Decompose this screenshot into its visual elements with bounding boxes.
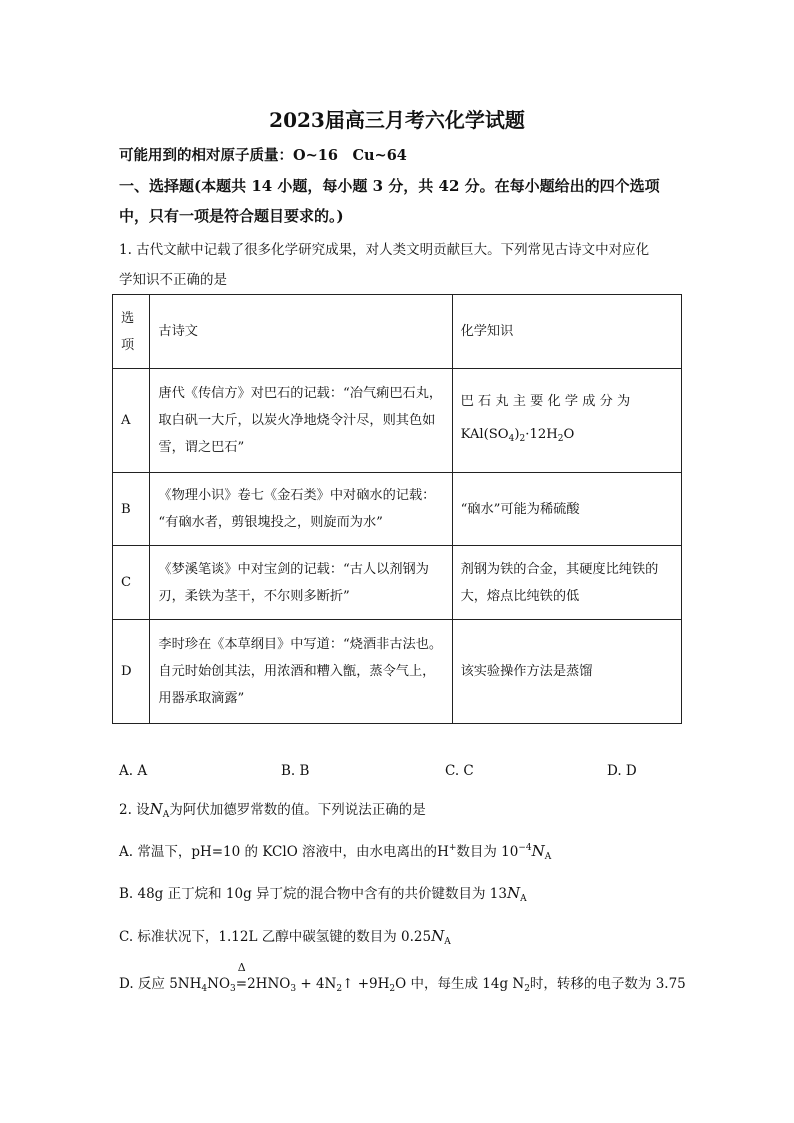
row-option: B: [113, 473, 150, 546]
question2-stem: 2. 设$N_A$为阿伏加德罗常数的值。下列说法正确的是: [119, 800, 426, 820]
question2-option-c: C. 标准状况下，1.12L 乙醇中碳氢键的数目为 $0.25N_A$: [119, 927, 451, 947]
table-row-c: [113, 546, 682, 620]
choice-a: A. A: [119, 763, 148, 779]
page-title: 2023届高三月考六化学试题: [269, 108, 525, 132]
choice-b: B. B: [281, 763, 310, 779]
row-chem: “硇水”可能为稀硫酸: [452, 473, 681, 546]
choice-d: D. D: [607, 763, 637, 779]
header-chem: 化学知识: [452, 295, 681, 369]
table-row-b: [113, 473, 682, 546]
question1-table: [112, 294, 682, 724]
row-poem: 《物理小识》卷七《金石类》中对硇水的记载： “有硇水者，剪银塊投之，则旋而为水”: [150, 473, 452, 546]
table-row-a: [113, 369, 682, 473]
row-chem: 剂钢为铁的合金，其硬度比纯铁的 大，熔点比纯铁的低: [452, 546, 681, 620]
chem-formula: $KAl(SO_4)_2\cdot 12H_2O$: [460, 427, 575, 444]
question2-option-b: B. 48g 正丁烷和 10g 异丁烷的混合物中含有的共价键数目为 $13N_A$: [119, 884, 527, 904]
header-poem: 古诗文: [150, 295, 452, 369]
row-option: A: [113, 369, 150, 473]
row-chem: 巴 石 丸 主 要 化 学 成 分 为 $KAl(SO_4)_2\cdot 12H_2O$: [452, 369, 681, 473]
table-row-d: [113, 620, 682, 724]
question1-stem-line1: 1. 古代文献中记载了很多化学研究成果，对人类文明贡献巨大。下列常见古诗文中对应化: [119, 242, 650, 258]
section-heading-line2: 中，只有一项是符合题目要求的。): [119, 207, 344, 225]
choice-c: C. C: [445, 763, 474, 779]
section-heading-line1: 一、选择题(本题共 14 小题，每小题 3 分，共 42 分。在每小题给出的四个选项: [119, 177, 660, 195]
question2-option-d: D. 反应 $5NH_4NO_3$ Δ $=2HNO_3$ + $4N_2↑ +9H_2O$ 中，每生成 14g $N_2$时，转移的电子数为 3.75: [119, 961, 686, 994]
heat-symbol: Δ =2HNO: [235, 961, 291, 992]
row-option: C: [113, 546, 150, 620]
question2-option-a: A. 常温下，pH=10 的 KClO 溶液中，由水电离出的H+数目为 $10^{-4}N_A$: [119, 842, 552, 862]
row-poem: 李时珍在《本草纲目》中写道：“烧酒非古法也。 自元时始创其法，用浓酒和糟入甑，蒸令气上， 用器承取滴露”: [150, 620, 452, 724]
atomic-masses: 可能用到的相对原子质量：O~16 Cu~64: [119, 147, 407, 164]
question1-stem-line2: 学知识不正确的是: [119, 272, 227, 288]
row-chem: 该实验操作方法是蒸馏: [452, 620, 681, 724]
header-option: 选 项: [113, 295, 150, 369]
row-poem: 唐代《传信方》对巴石的记载：“冶气痢巴石丸， 取白矾一大斤，以炭火净地烧令汁尽，则其色如 雪，谓之巴石”: [150, 369, 452, 473]
row-poem: 《梦溪笔谈》中对宝剑的记载：“古人以剂钢为 刃，柔铁为茎干，不尔则多断折”: [150, 546, 452, 620]
table-header-row: [113, 295, 682, 369]
row-option: D: [113, 620, 150, 724]
